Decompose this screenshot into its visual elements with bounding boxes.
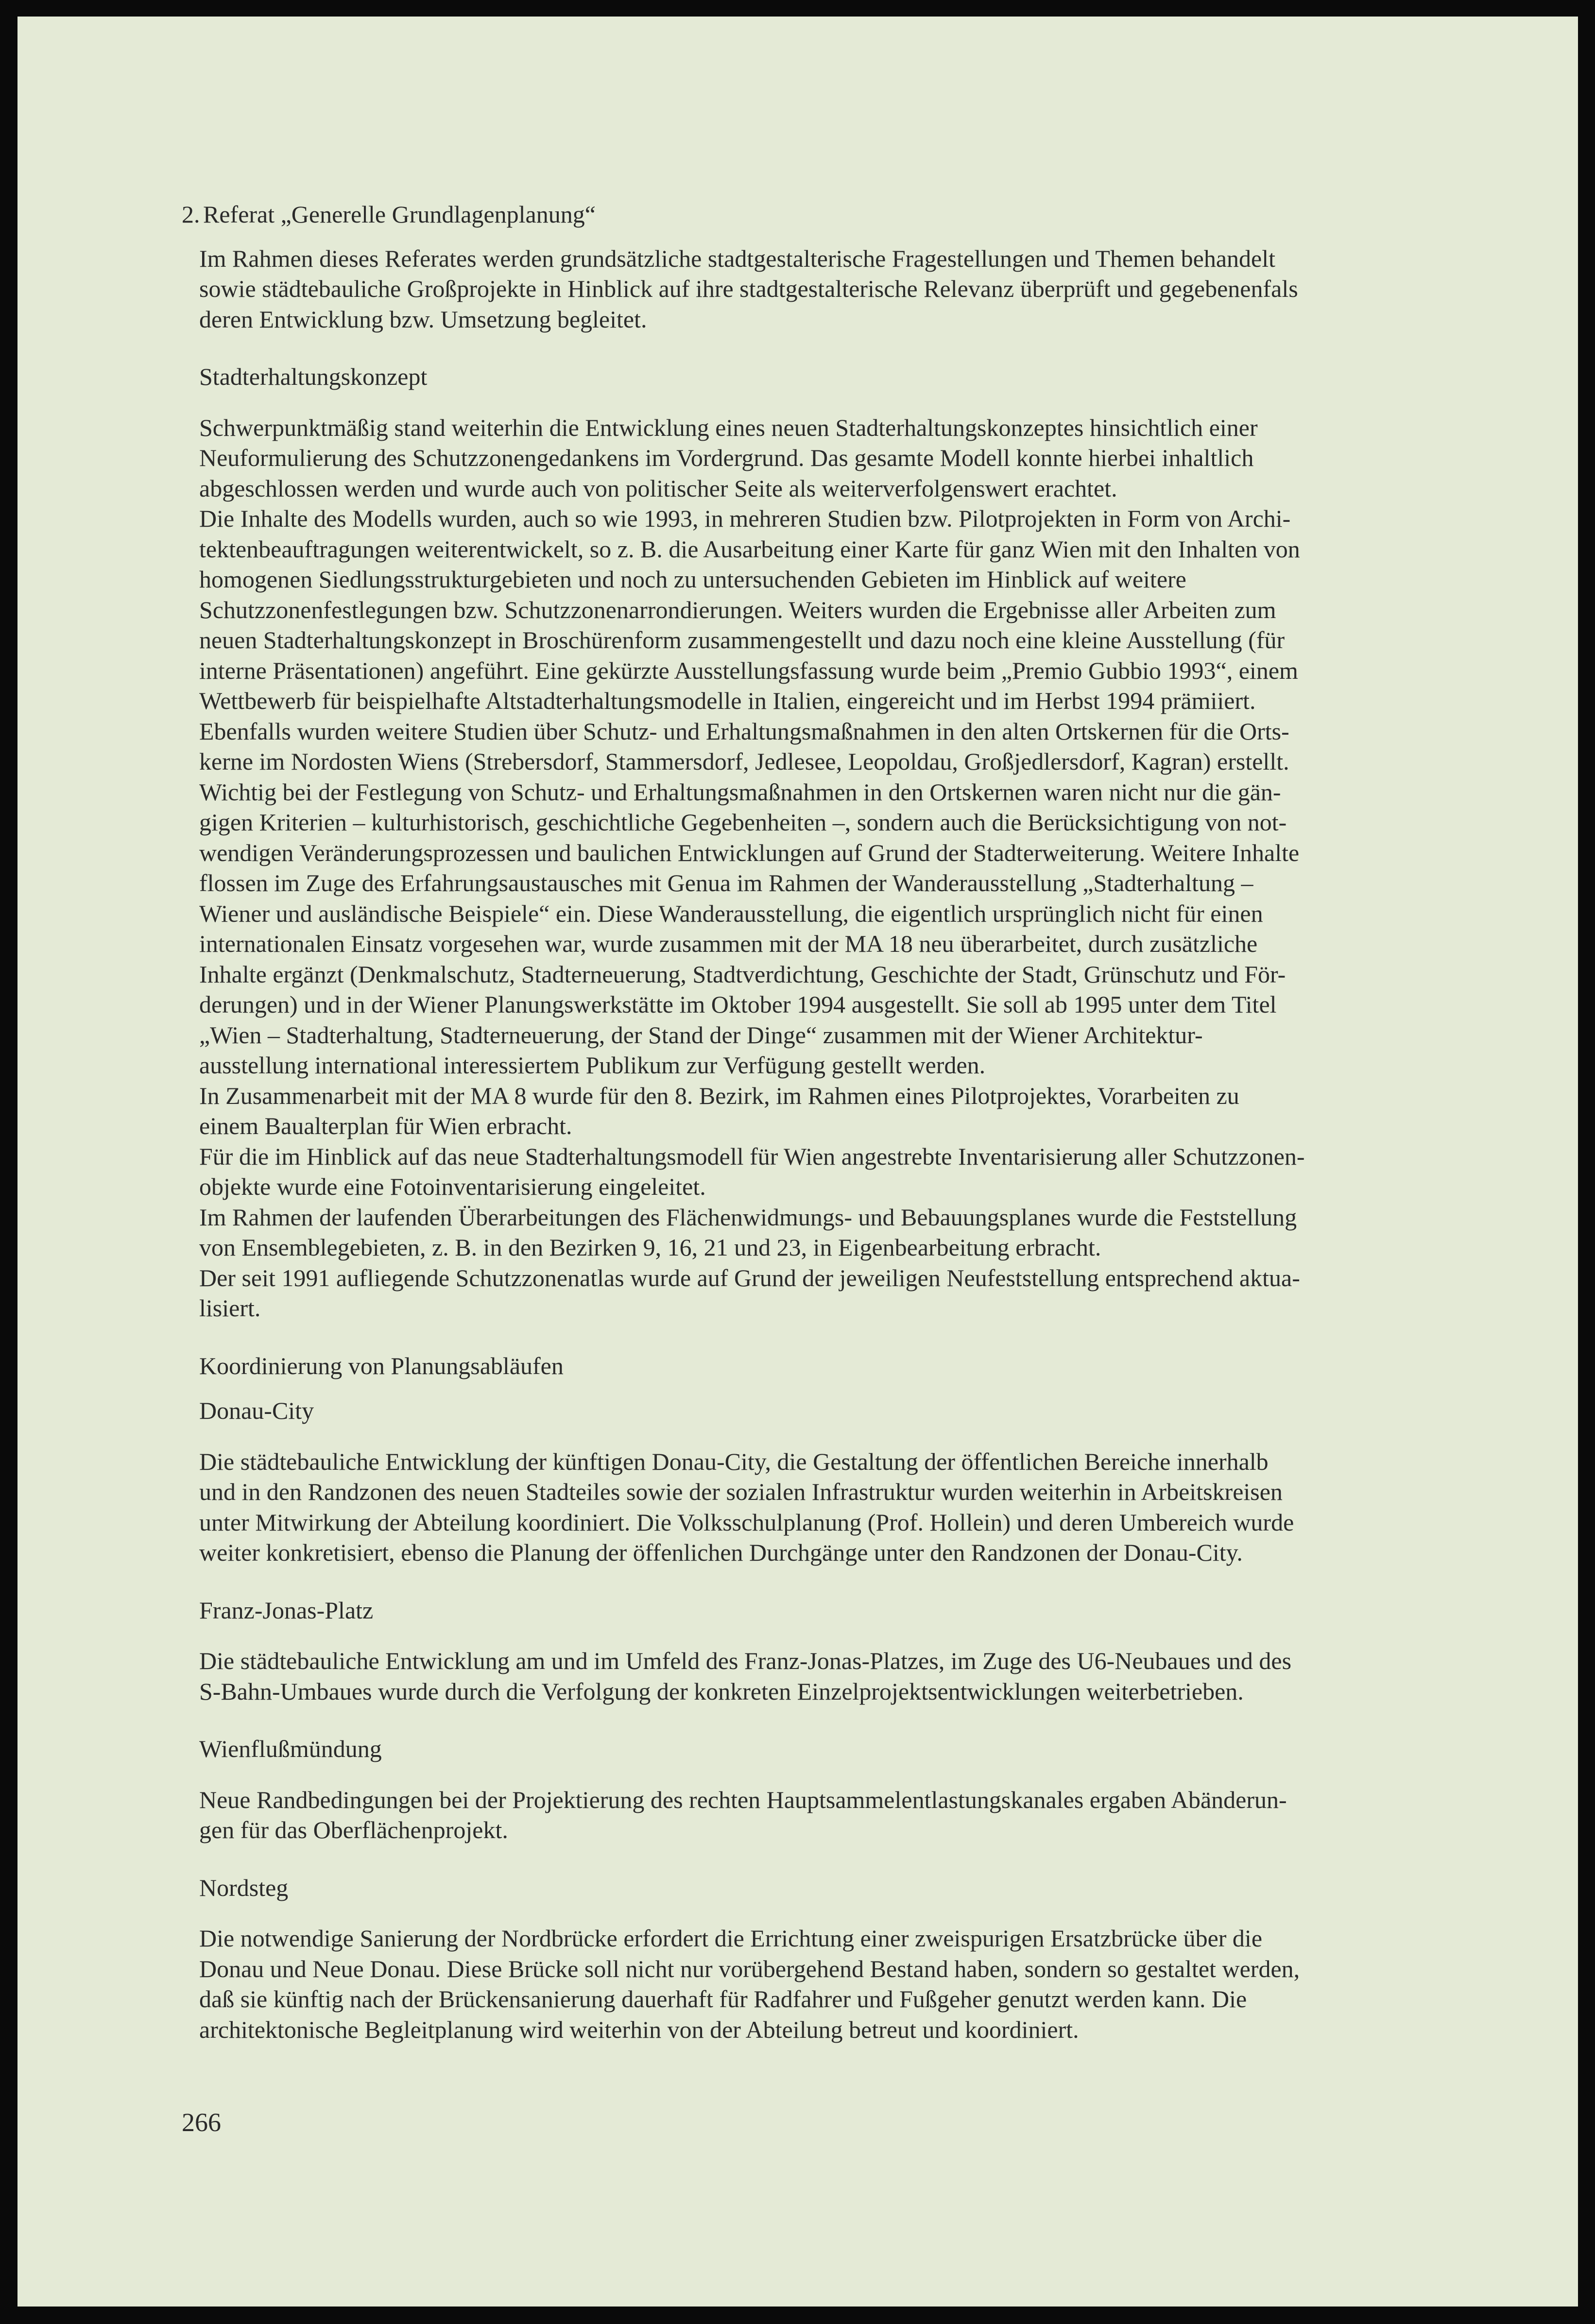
- text-line: „Wien – Stadterhaltung, Stadterneuerung, der Stand der Dinge“ zusammen mit der Wiener Architektur-: [199, 1021, 1203, 1049]
- text-line: Schutzzonenfestlegungen bzw. Schutzzonenarrondierungen. Weiters wurden die Ergebnisse aller Arbeiten zum: [199, 596, 1276, 623]
- text-line: Wichtig bei der Festlegung von Schutz- und Erhaltungsmaßnahmen in den Ortskernen waren nicht nur die gän-: [199, 778, 1281, 806]
- page-content: [182, 199, 1445, 2045]
- section-title-text: Referat „Generelle Grundlagenplanung“: [203, 201, 596, 228]
- page-number: 266: [182, 2108, 221, 2137]
- text-line: und in den Randzonen des neuen Stadteiles sowie der sozialen Infrastruktur wurden weiterhin in Arbeitskreisen: [199, 1478, 1283, 1505]
- text-line: homogenen Siedlungsstrukturgebieten und noch zu untersuchenden Gebieten im Hinblick auf weitere: [199, 566, 1186, 593]
- section-intro: [199, 243, 1445, 335]
- text-line: daß sie künftig nach der Brückensanierung dauerhaft für Radfahrer und Fußgeher genutzt werden kann. Die: [199, 1985, 1247, 2013]
- text-line: Schwerpunktmäßig stand weiterhin die Entwicklung eines neuen Stadterhaltungskonzeptes hinsichtlich einer: [199, 413, 1258, 441]
- paragraph: [199, 1446, 1445, 1568]
- text-line: In Zusammenarbeit mit der MA 8 wurde für den 8. Bezirk, im Rahmen eines Pilotprojektes, Vorarbeiten zu: [199, 1082, 1239, 1109]
- document-page: [17, 17, 1578, 2307]
- text-line: Im Rahmen der laufenden Überarbeitungen des Flächenwidmungs- und Bebauungsplanes wurde die Feststellung: [199, 1203, 1297, 1231]
- paragraph: [199, 1785, 1445, 1845]
- text-line: lisiert.: [199, 1294, 261, 1322]
- text-line: sowie städtebauliche Großprojekte in Hinblick auf ihre stadtgestalterische Relevanz überprüft und gegebenenfals: [199, 275, 1298, 302]
- text-line: Für die im Hinblick auf das neue Stadterhaltungsmodell für Wien angestrebte Inventarisierung aller Schutzzonen-: [199, 1142, 1305, 1170]
- text-line: Ebenfalls wurden weitere Studien über Schutz- und Erhaltungsmaßnahmen in den alten Ortskernen für die Orts-: [199, 717, 1289, 745]
- text-line: neuen Stadterhaltungskonzept in Broschürenform zusammengestellt und dazu noch eine kleine Ausstellung (für: [199, 626, 1285, 654]
- text-line: tektenbeauftragungen weiterentwickelt, so z. B. die Ausarbeitung einer Karte für ganz Wien mit den Inhalten von: [199, 535, 1300, 563]
- text-line: Donau und Neue Donau. Diese Brücke soll nicht nur vorübergehend Bestand haben, sondern so gestaltet werden,: [199, 1955, 1300, 1982]
- text-line: derungen) und in der Wiener Planungswerkstätte im Oktober 1994 ausgestellt. Sie soll ab 1995 unter dem Titel: [199, 991, 1277, 1018]
- text-line: gigen Kriterien – kulturhistorisch, geschichtliche Gegebenheiten –, sondern auch die Berücksichtigung von not-: [199, 809, 1287, 836]
- heading-koordinierung: Koordinierung von Planungsabläufen: [199, 1352, 564, 1379]
- paragraph: [199, 1923, 1445, 2045]
- text-line: deren Entwicklung bzw. Umsetzung begleitet.: [199, 305, 647, 333]
- section-number: 2.: [182, 201, 200, 228]
- heading-nordsteg: Nordsteg: [199, 1874, 289, 1901]
- text-line: kerne im Nordosten Wiens (Strebersdorf, Stammersdorf, Jedlesee, Leopoldau, Großjedlersdorf, Kagran) erstellt.: [199, 748, 1289, 775]
- text-line: einem Baualterplan für Wien erbracht.: [199, 1112, 572, 1139]
- text-line: flossen im Zuge des Erfahrungsaustausches mit Genua im Rahmen der Wanderausstellung „Stadterhaltung –: [199, 869, 1253, 896]
- text-line: Neue Randbedingungen bei der Projektierung des rechten Hauptsammelentlastungskanales ergaben Abänderun-: [199, 1786, 1287, 1813]
- text-line: Die notwendige Sanierung der Nordbrücke erfordert die Errichtung einer zweispurigen Ersatzbrücke über die: [199, 1925, 1263, 1952]
- heading-donau-city: Donau-City: [199, 1397, 314, 1424]
- text-line: wendigen Veränderungsprozessen und baulichen Entwicklungen auf Grund der Stadterweiterung. Weitere Inhalte: [199, 839, 1300, 866]
- text-line: S-Bahn-Umbaues wurde durch die Verfolgung der konkreten Einzelprojektsentwicklungen weiterbetrieben.: [199, 1677, 1244, 1705]
- text-line: abgeschlossen werden und wurde auch von politischer Seite als weiterverfolgenswert erachtet.: [199, 474, 1117, 502]
- text-line: gen für das Oberflächenprojekt.: [199, 1816, 508, 1843]
- text-line: Die städtebauliche Entwicklung der künftigen Donau-City, die Gestaltung der öffentlichen Bereiche innerhalb: [199, 1447, 1269, 1475]
- paragraph: [199, 503, 1445, 716]
- text-line: ausstellung international interessiertem Publikum zur Verfügung gestellt werden.: [199, 1051, 986, 1079]
- heading-franz-jonas-platz: Franz-Jonas-Platz: [199, 1596, 374, 1624]
- paragraph: [199, 716, 1445, 1081]
- section-title: [182, 199, 1428, 230]
- heading-wienflussmuendung: Wienflußmündung: [199, 1735, 382, 1762]
- paragraph: [199, 1202, 1445, 1263]
- text-line: Die Inhalte des Modells wurden, auch so wie 1993, in mehreren Studien bzw. Pilotprojekten in Form von Archi-: [199, 505, 1291, 532]
- text-line: von Ensemblegebieten, z. B. in den Bezirken 9, 16, 21 und 23, in Eigenbearbeitung erbracht.: [199, 1234, 1101, 1261]
- text-line: Inhalte ergänzt (Denkmalschutz, Stadterneuerung, Stadtverdichtung, Geschichte der Stadt, Grünschutz und För-: [199, 960, 1286, 988]
- paragraph: [199, 1263, 1445, 1324]
- text-line: Die städtebauliche Entwicklung am und im Umfeld des Franz-Jonas-Platzes, im Zuge des U6-Neubaues und des: [199, 1647, 1292, 1674]
- paragraph: [199, 413, 1445, 504]
- text-line: objekte wurde eine Fotoinventarisierung eingeleitet.: [199, 1173, 706, 1200]
- text-line: interne Präsentationen) angeführt. Eine gekürzte Ausstellungsfassung wurde beim „Premio Gubbio 1993“, einem: [199, 656, 1298, 684]
- text-line: Neuformulierung des Schutzzonengedankens im Vordergrund. Das gesamte Modell konnte hierbei inhaltlich: [199, 444, 1254, 471]
- paragraph: [199, 1141, 1445, 1202]
- text-line: Wiener und ausländische Beispiele“ ein. Diese Wanderausstellung, die eigentlich ursprünglich nicht für einen: [199, 899, 1263, 927]
- paragraph: [199, 1081, 1445, 1141]
- text-line: internationalen Einsatz vorgesehen war, wurde zusammen mit der MA 18 neu überarbeitet, durch zusätzliche: [199, 930, 1258, 957]
- text-line: unter Mitwirkung der Abteilung koordiniert. Die Volksschulplanung (Prof. Hollein) und deren Umbereich wurde: [199, 1508, 1294, 1536]
- text-line: weiter konkretisiert, ebenso die Planung der öffenlichen Durchgänge unter den Randzonen der Donau-City.: [199, 1539, 1243, 1566]
- text-line: Wettbewerb für beispielhafte Altstadterhaltungsmodelle in Italien, eingereicht und im Herbst 1994 prämiiert.: [199, 687, 1256, 714]
- paragraph: [199, 1646, 1445, 1706]
- text-line: architektonische Begleitplanung wird weiterhin von der Abteilung betreut und koordiniert.: [199, 2015, 1079, 2043]
- heading-stadterhaltungskonzept: Stadterhaltungskonzept: [199, 363, 428, 390]
- text-line: Der seit 1991 aufliegende Schutzzonenatlas wurde auf Grund der jeweiligen Neufeststellung entsprechend aktua-: [199, 1264, 1300, 1291]
- text-line: Im Rahmen dieses Referates werden grundsätzliche stadtgestalterische Fragestellungen und Themen behandelt: [199, 244, 1275, 272]
